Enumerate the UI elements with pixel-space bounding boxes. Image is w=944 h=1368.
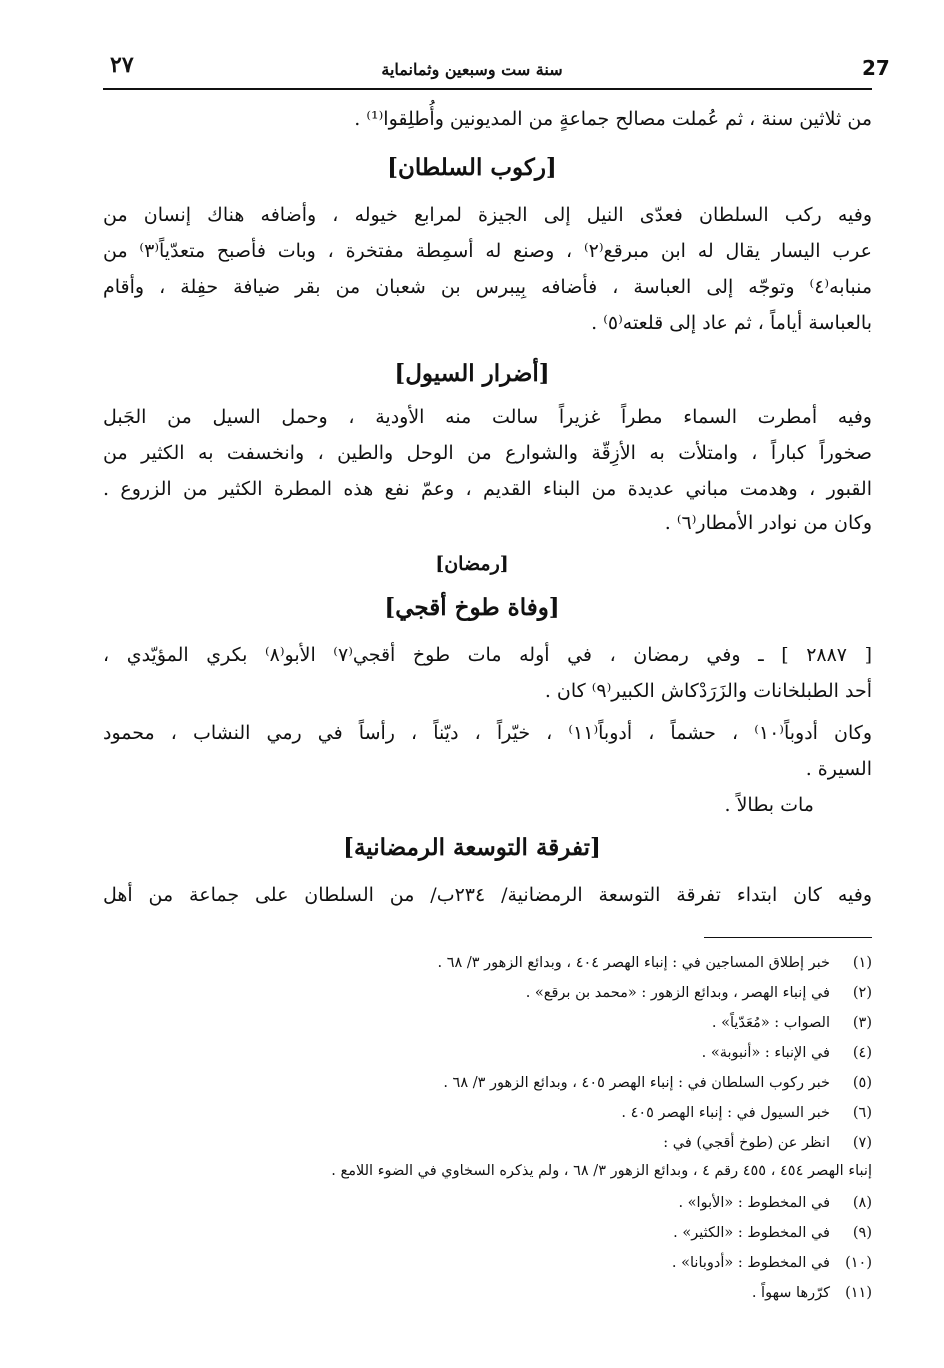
text-line: صخوراً كباراً ، وامتلأت به الأزِقّة والشوارع من الوحل والطين ، وانخسفت به الكثير من <box>103 442 872 464</box>
text-line: السيرة . <box>805 758 872 780</box>
section-heading-suyul: [أضرار السيول] <box>394 360 550 387</box>
section-heading-tafriqa: [تفرقة التوسعة الرمضانية] <box>343 834 601 861</box>
text-line: من ثلاثين سنة ، ثم عُملت مصالح جماعةٍ من المديونين وأُطلِقوا⁽¹⁾ . <box>354 108 872 130</box>
footnote: (٢)في إنباء الهصر ، وبدائع الزهور : «محمد بن برقع» . <box>525 985 872 1001</box>
text-line: وفيه أمطرت السماء مطراً غزيراً سالت منه الأودية ، وحمل السيل من الجَبل <box>103 406 872 428</box>
footnote: (١٠)في المخطوط : «أدوبانا» . <box>671 1255 872 1271</box>
text-line: مات بطالاً . <box>724 794 814 816</box>
footnote: (١)خبر إطلاق المساجين في : إنباء الهصر ٤٠٤ ، وبدائع الزهور ٣/ ٦٨ . <box>437 955 872 971</box>
footnote: (٦)خبر السيول في : إنباء الهصر ٤٠٥ . <box>621 1105 872 1121</box>
footnote: (٤)في الإنباء : «أنبوبة» . <box>701 1045 872 1061</box>
text-line: القبور ، وهدمت مباني عديدة من البناء القديم ، وعمّ نفع هذه المطرة الكثير من الزروع . <box>103 478 872 500</box>
footnote-continuation: إنباء الهصر ٤٥٤ ، ٤٥٥ رقم ٤ ، وبدائع الزهور ٣/ ٦٨ ، ولم يذكره السخاوي في الضوء اللامع . <box>331 1163 872 1179</box>
section-heading-wafat: [وفاة طوخ أقجي] <box>384 594 560 621</box>
footnote: (٥)خبر ركوب السلطان في : إنباء الهصر ٤٠٥ ، وبدائع الزهور ٣/ ٦٨ . <box>443 1075 872 1091</box>
text-line: بالعباسة أياماً ، ثم عاد إلى قلعته⁽٥⁾ . <box>591 312 872 334</box>
footnote: (٩)في المخطوط : «الكثير» . <box>673 1225 872 1241</box>
text-line: وفيه كان ابتداء تفرقة التوسعة الرمضانية/ ٢٣٤ب/ من السلطان على جماعة من أهل <box>103 884 872 906</box>
text-line: [ ٢٨٨٧ ] ـ وفي رمضان ، في أوله مات طوخ أقجي⁽٧⁾ الأبو⁽٨⁾ بكري المؤيّدي ، <box>103 644 872 666</box>
text-line: منبابه⁽٤⁾ وتوجّه إلى العباسة ، فأضافه بِيبرس بن شعبان من بقر ضيافة حفِلة ، وأقام <box>103 276 872 298</box>
section-heading-rukub: [ركوب السلطان] <box>387 154 557 181</box>
footnote-rule <box>704 937 872 938</box>
text-line: وكان أدوباً⁽١٠⁾ ، حشماً ، أدوباً⁽١١⁾ ، خيّراً ، ديّناً ، رأساً في رمي النشاب ، محمود <box>103 722 873 744</box>
header-rule <box>103 88 872 90</box>
footnote: (١١)كرّرها سهواً . <box>751 1285 872 1301</box>
footnote: (٣)الصواب : «مُعَدّياً» . <box>711 1015 872 1031</box>
footnote: (٧)انظر عن (طوخ أقجي) في : <box>663 1135 872 1151</box>
page-number-latin: 27 <box>862 56 890 80</box>
running-title: سنة ست وسبعين وثمانماية <box>381 60 563 79</box>
page-number-arabic: ٢٧ <box>110 52 134 78</box>
section-heading-ramadan: [رمضان] <box>435 553 509 575</box>
text-line: أحد الطبلخانات والزَرَدْكاش الكبير⁽٩⁾ كان . <box>544 680 872 702</box>
text-line: عرب اليسار يقال له ابن مبرقع⁽٢⁾ ، وصنع له أسمِطة مفتخرة ، وبات فأصبح متعدّياً⁽٣⁾ من <box>103 240 872 262</box>
footnote: (٨)في المخطوط : «الأبوا» . <box>678 1195 872 1211</box>
text-line: وفيه ركب السلطان فعدّى النيل إلى الجيزة لمرابع خيوله ، وأضافه هناك إنسان من <box>103 204 872 226</box>
text-line: وكان من نوادر الأمطار⁽٦⁾ . <box>664 512 872 534</box>
